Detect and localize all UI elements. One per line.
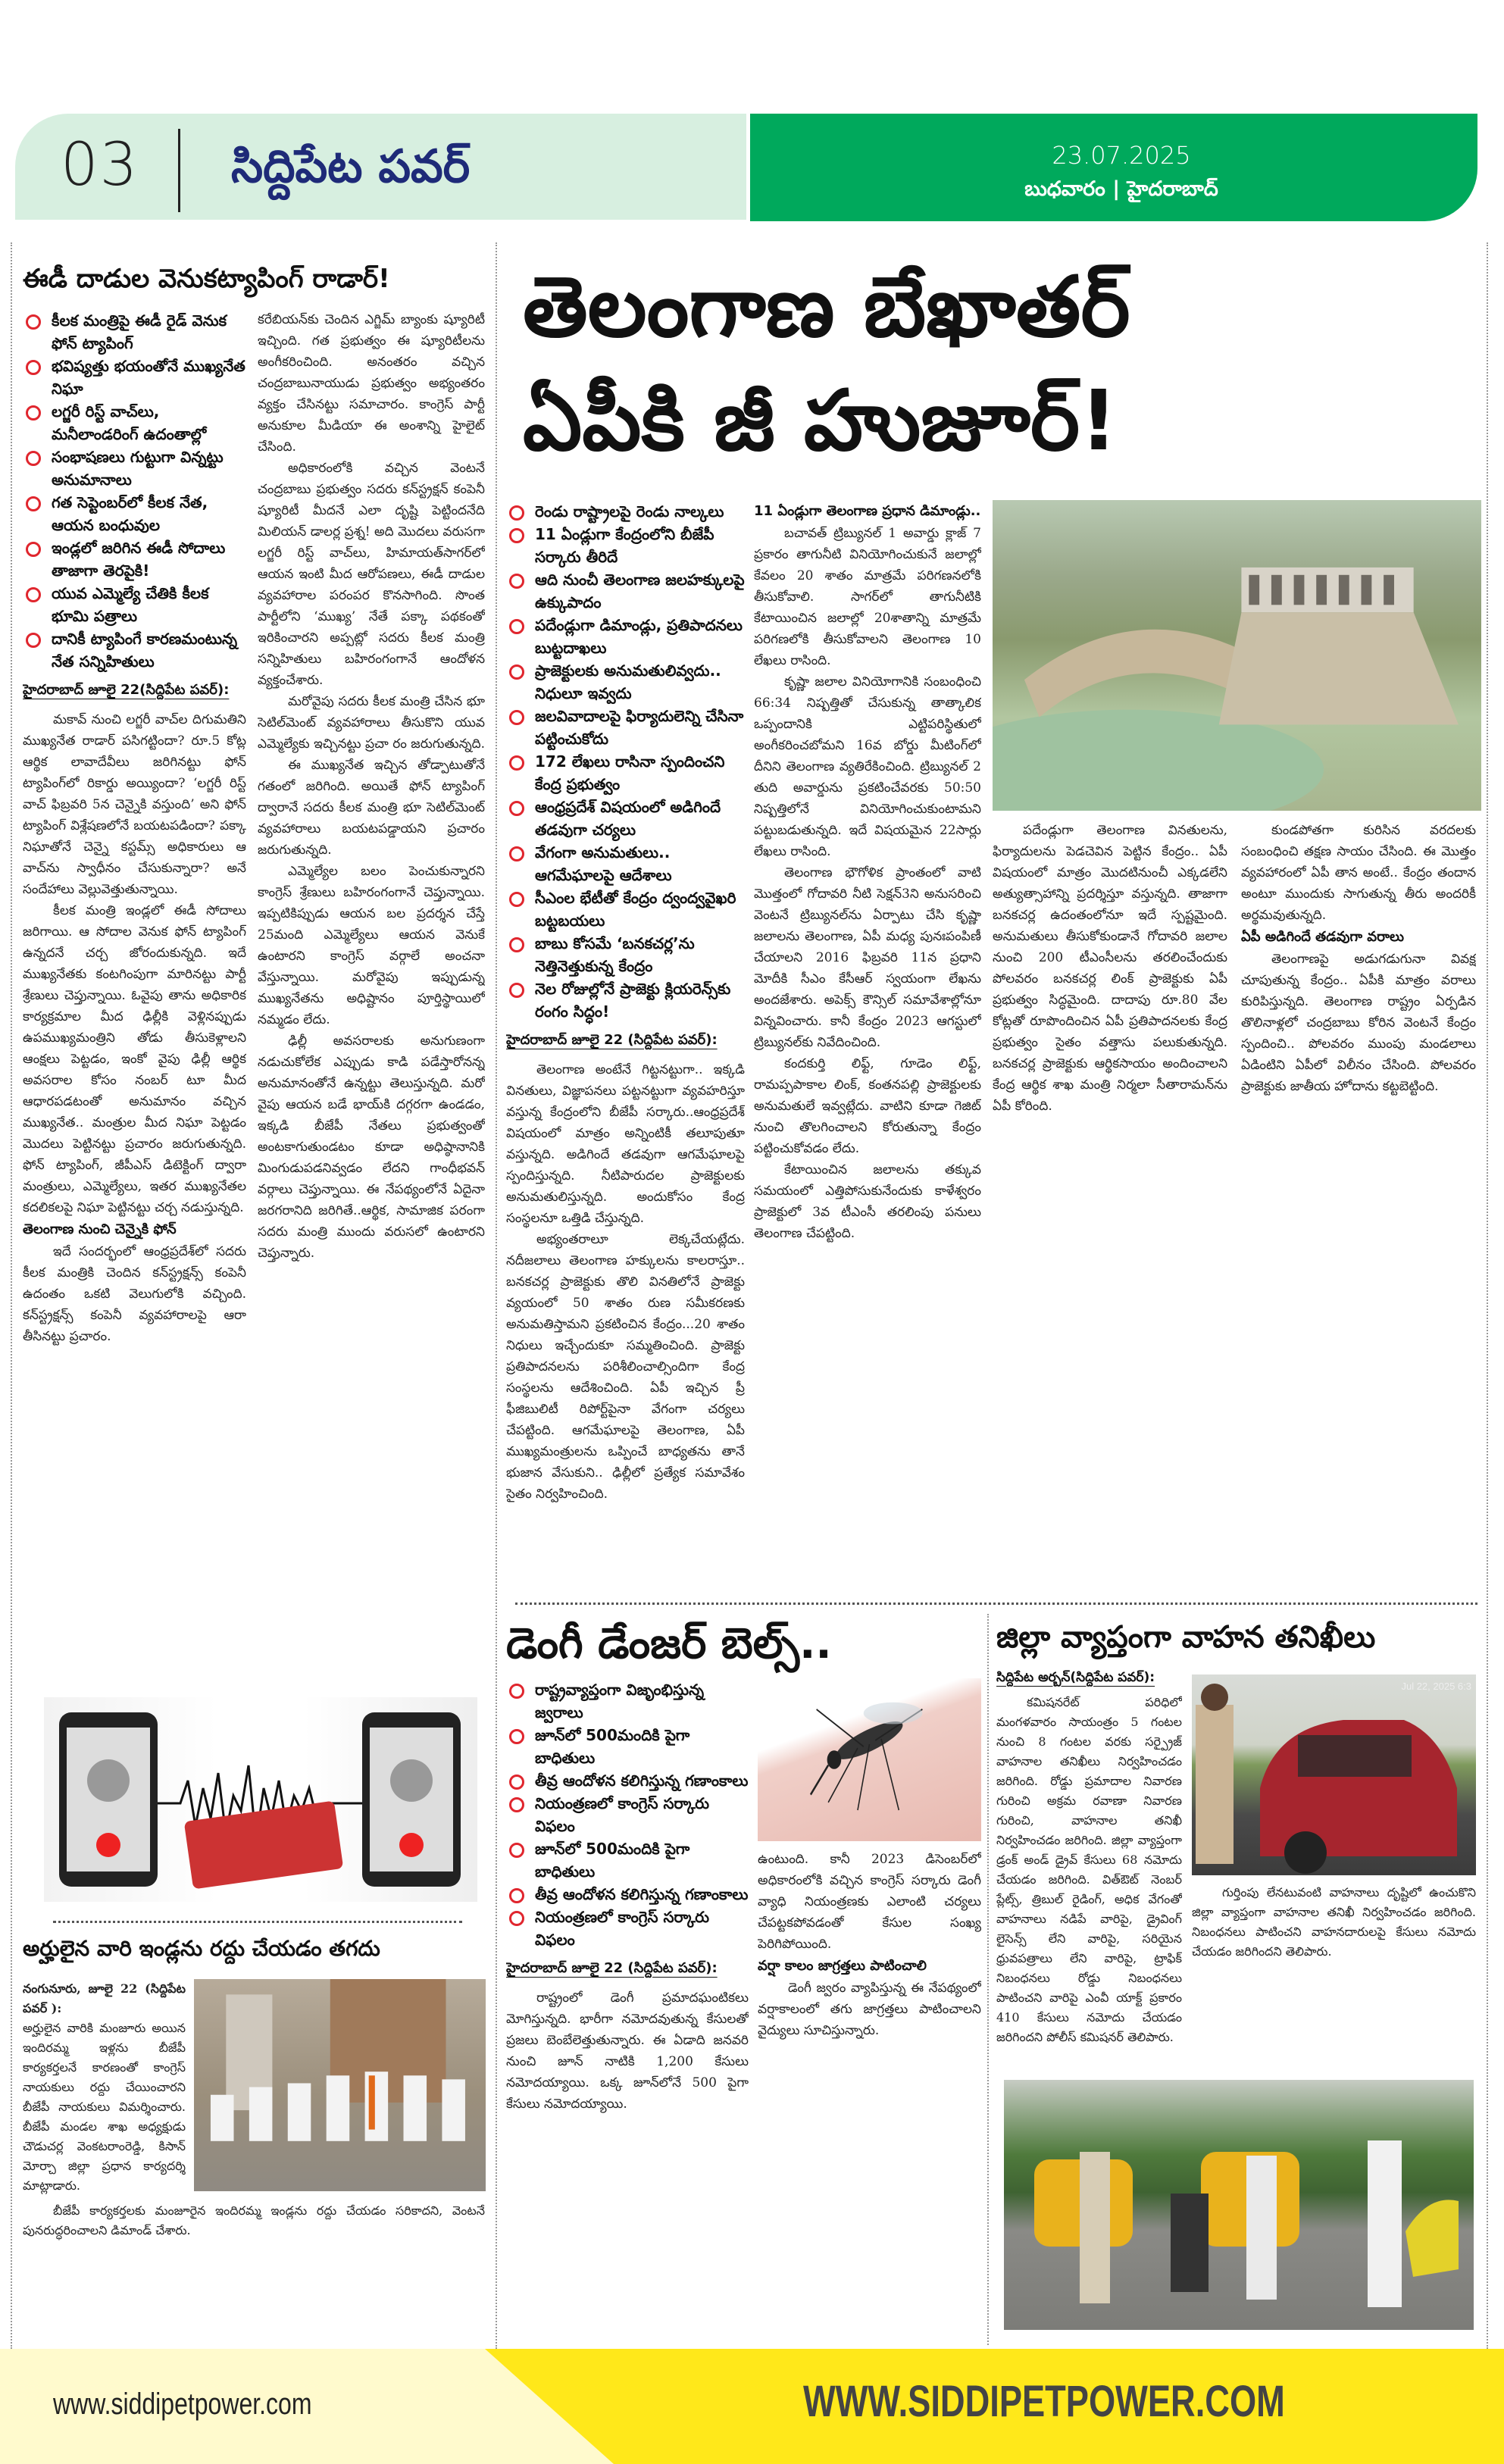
dengue-story-right-column — [758, 1849, 981, 2345]
dam-project-photo — [993, 500, 1481, 811]
paragraph: కృష్ణా జలాల వినియోగానికి సంబంధించి 66:34 నిష్పత్తితో చేసుకున్న తాత్కాలిక ఒప్పందానికి ఎట్టిపరిస్థితులో అంగీకరించబోమని 16వ బోర్డు మీటింగ్‌లో దీనిని తెలంగాణ వ్యతిరేకించింది. ట్రిబ్యునల్ 2 తుది అవార్డును ప్రకటించేవరకు 50:50 నిష్పత్తిలోనే వినియోగించుకుంటామని పట్టుబడుతున్నది. ఇదే విషయమైన 22సార్లు లేఖలు రాసింది. — [754, 674, 981, 859]
bullet-circle-icon — [509, 1888, 524, 1903]
paragraph: డెంగీ జ్వరం వ్యాపిస్తున్న ఈ నేపథ్యంలో వర్షాకాలంలో తగు జాగ్రత్తలు పాటించాలని వైద్యులు సూచిస్తున్నారు. — [758, 1981, 981, 2038]
water-story-bullets — [506, 500, 745, 1023]
water-story-right-column — [1241, 820, 1476, 1591]
column-divider — [496, 242, 497, 2349]
bullet-item: 172 లేఖలు రాసినా స్పందించని కేంద్ర ప్రభుత్వం — [506, 750, 745, 796]
bullet-item: ఆది నుంచీ తెలంగాణ జలహక్కులపై ఉక్కుపాదం — [506, 568, 745, 614]
water-story-column-3 — [993, 820, 1227, 1591]
bullet-item: దానికీ ట్యాపింగే కారణమంటున్న నేత సన్నిహితులు — [23, 627, 246, 673]
water-story-left-column — [506, 500, 745, 1591]
bullet-item: జూన్‌లో 500మందికి పైగా బాధితులు — [506, 1724, 749, 1769]
bullet-item: రాష్ట్రవ్యాప్తంగా విజృంభిస్తున్న జ్వరాలు — [506, 1678, 749, 1724]
paragraph: బీజేపీ కార్యకర్తలకు మంజూరైన ఇందిరమ్మ ఇండ్లను రద్దు చేయడం సరికాదని, వెంటనే పునరుద్ధరించాలని డిమాండ్ చేశారు. — [23, 2203, 485, 2237]
dengue-story-bullets — [506, 1678, 749, 1951]
bullet-item: తీవ్ర ఆందోళన కలిగిస్తున్న గణాంకాలు — [506, 1883, 749, 1906]
paragraph: ఎమ్మెల్యేల బలం పెంచుకున్నారని కాంగ్రెస్ శ్రేణులు బహిరంగంగానే చెప్తున్నాయి. ఇప్పటికిప్పుడు ఆయన బల ప్రదర్శన చేస్తే 25మంది ఎమ్మెల్యేలు ఆయన వెనుకే ఉంటారని కాంగ్రెస్ వర్గాలే అంచనా వేస్తున్నాయి. మరోవైపు ఇప్పుడున్న ముఖ్యనేతను అధిష్టానం పూర్తిస్థాయిలో నమ్మడం లేదు. — [258, 864, 485, 1027]
paragraph: గుర్తింపు లేనటువంటి వాహనాలు దృష్టిలో ఉంచుకొని జిల్లా వ్యాప్తంగా వాహనాల తనిఖీ నిర్వహించడం జరిగింది. నిబంధనలు పాటించని వాహనదారులపై కేసులు నమోదు చేయడం జరిగిందని తెలిపారు. — [1192, 1885, 1476, 1959]
page-margin-line-right — [1487, 242, 1488, 2349]
water-story-subhead-2: ఏపీ అడిగిందే తడవుగా వరాలు — [1241, 929, 1404, 945]
bullet-item: రెండు రాష్ట్రాలపై రెండు నాల్కలు — [506, 500, 745, 523]
vehicle-story-column-2 — [1192, 1883, 1476, 2068]
dengue-story-subhead: వర్షా కాలం జాగ్రత్తలు పాటించాలి — [758, 1958, 927, 1974]
water-story-dateline: హైదరాబాద్ జూలై 22 (సిద్దిపేట పవర్): — [506, 1032, 718, 1048]
page-number: 03 — [61, 131, 139, 199]
water-story-column-4 — [1241, 820, 1476, 926]
bullet-item: ఆంధ్రప్రదేశ్ విషయంలో అడిగిందే తడవుగా చర్యలు — [506, 796, 745, 841]
bullet-circle-icon — [509, 505, 524, 521]
ed-story-bullets — [23, 309, 246, 673]
paragraph: తెలంగాణ అంటేనే గిట్టనట్టుగా.. ఇక్కడి వినతులు, విజ్ఞాపనలు పట్టనట్టుగా వ్యవహరిస్తూ వస్తున్న కేంద్రంలోని బీజేపీ సర్కారు..ఆంధ్రప్రదేశ్ విషయంలో మాత్రం అన్నింటికీ తలూపుతూ వస్తున్నది. అడిగిందే తడవుగా ఆగమేఘాలపై స్పందిస్తున్నది. నీటిపారుదల ప్రాజెక్టులకు అనుమతులిస్తున్నది. అందుకోసం కేంద్ర సంస్థలనూ ఒత్తిడి చేస్తున్నది. — [506, 1062, 745, 1226]
bullet-circle-icon — [509, 1911, 524, 1926]
car-checking-photo — [1192, 1674, 1476, 1875]
paragraph: కీలక మంత్రి ఇండ్లలో ఈడీ సోదాలు జరిగాయి. ఆ సోదాల వెనుక ఫోన్ ట్యాపింగ్ ఉన్నదనే చర్చ జోరందుకున్నది. ఇదే ముఖ్యనేతకు కంటగింపుగా మారినట్టు పార్టీ శ్రేణులు చెప్తున్నాయి. ఓవైపు తాను అధికారిక కార్యక్రమాల మీద ఢిల్లీకి వెళ్లినప్పుడు ఉపముఖ్యమంత్రిని తోడు తీసుకెళ్లాలని ఆంక్షలు పెట్టడం, ఇంకో వైపు ఢిల్లీ ఆర్థిక అవసరాల కోసం నంబర్ టూ మీద ఆధారపడటంతో అనుమానం వచ్చిన ముఖ్యనేత.. మంత్రుల మీద నిఘా పెట్టడం మొదలు పెట్టినట్టు ప్రచారం జరుగుతున్నది. ఫోన్ ట్యాపింగ్, జీపీఎస్ డిటెక్టింగ్ ద్వారా మంత్రులు, ఎమ్మెల్యేలు, ఇతర ముఖ్యనేతల కదలికలపై నిఘా పెట్టినట్టు చర్చ నడుస్తున్నది. — [23, 903, 246, 1215]
paragraph: ఢిల్లీ అవసరాలకు అనుగుణంగా నడుచుకోలేక ఎప్పుడు కాడి పడేస్తారోనన్న అనుమానంతోనే ఉన్నట్టు తెలుస్తున్నది. మరో వైపు ఆయన బడే భాయ్‌కి దగ్గరగా ఉండడం, ఇక్కడి బీజేపీ నేతలు ప్రభుత్వంతో అంటకాగుతుండటం కూడా అధిష్ఠానానికి మింగుడుపడనివ్వడం లేదని గాంధీభవన్ వర్గాలు చెప్తున్నాయి. ఈ నేపథ్యంలోనే ఏదైనా జరగరానిది జరిగితే..ఆర్థిక, సామాజిక పరంగా సదరు మంత్రి ముందు వరుసలో ఉంటారని చెప్తున్నారు. — [258, 1033, 485, 1261]
police-officer — [1246, 2156, 1277, 2300]
paragraph: కమిషనరేట్ పరిధిలో మంగళవారం సాయంత్రం 5 గంటల నుంచి 8 గంటల వరకు సర్ప్రైజ్ వాహనాల తనిఖీలు నిర్వహించడం జరిగింది. రోడ్డు ప్రమాదాల నివారణ గురించి అక్రమ రవాణా నివారణ గురించి, వాహనాల తనిఖీ నిర్వహించడం జరిగింది. జిల్లా వ్యాప్తంగా డ్రంక్ అండ్ డ్రైవ్ కేసులు 68 నమోదు చేయడం జరిగింది. విత్‌ఔట్ నెంబర్ ప్లేట్స్, త్రిబుల్ రైడింగ్, అధిక వేగంతో వాహనాలు నడిపే వారిపై, డ్రైవింగ్ లైసెన్స్ లేని వారిపై, సరియైన ధ్రువపత్రాలు లేని వారిపై, ట్రాఫిక్ నిబంధనలు రోడ్డు నిబంధనలు పాటించని వారిపై ఎంవీ యాక్ట్ ప్రకారం 410 కేసులు నమోదు చేయడం జరిగిందని పోలీస్ కమిషనర్ తెలిపారు. — [996, 1695, 1182, 2044]
bullet-circle-icon — [26, 633, 41, 648]
issue-date: 23.07.2025 — [1052, 141, 1191, 170]
ed-story-headline: ఈడీ దాడుల వెనుకట్యాపింగ్ రాడార్! — [23, 264, 390, 294]
bullet-circle-icon — [509, 574, 524, 589]
bullet-item: యువ ఎమ్మెల్యే చేతికి కీలక భూమి పత్రాలు — [23, 582, 246, 627]
ed-story-left-column — [23, 309, 246, 1682]
paragraph: పదేండ్లుగా తెలంగాణ వినతులను, ఫిర్యాదులను పెడచెవిన పెట్టిన కేంద్రం.. ఏపీ విషయంలో మాత్రం మొదటినుంచీ ఎక్కడలేని అత్యుత్సాహాన్ని ప్రదర్శిస్తూ వస్తున్నది. తాజాగా బనకచర్ల ఉదంతంలోనూ ఇదే స్పష్టమైంది. అనుమతులు తీసుకోకుండానే గోదావరి జలాల నుంచి 200 టీఎంసీలను తరలించేందుకు పోలవరం బనకచర్ల లింక్ ప్రాజెక్టుకు ఏపీ ప్రభుత్వం సిద్ధమైంది. దాదాపు రూ.80 వేల కోట్లతో రూపొందించిన ఏపీ ప్రతిపాదనలకు కేంద్ర ప్రభుత్వం సైతం వత్తాసు పలుకుతున్నది. బనకచర్ల ప్రాజెక్టుకు ఆర్థికసాయం అందించాలని కేంద్ర ఆర్థిక శాఖ మంత్రి నిర్మలా సీతారామన్‌ను ఏపీ కోరింది. — [993, 823, 1227, 1114]
bullet-circle-icon — [509, 846, 524, 861]
bullet-circle-icon — [509, 892, 524, 907]
phone-tapping-illustration — [44, 1697, 477, 1902]
vehicle-story-dateline: సిద్దిపేట అర్బన్(సిద్దిపేట పవర్): — [996, 1670, 1155, 1685]
paragraph: ఈ ముఖ్యనేత ఇచ్చిన తోడ్పాటుతోనే గతంలో జరిగింది. అయితే ఫోన్ ట్యాపింగ్ ద్వారానే సదరు కీలక మంత్రి భూ సెటిల్‌మెంట్ వ్యవహారాలు బయటపడ్డాయని ప్రచారం జరుగుతున్నది. — [258, 758, 485, 858]
section-divider — [515, 1603, 1477, 1605]
bullet-item: భవిష్యత్తు భయంతోనే ముఖ్యనేత నిఘా — [23, 355, 246, 400]
bullet-circle-icon — [509, 937, 524, 952]
traffic-police-photo — [1004, 2080, 1474, 2330]
bullet-circle-icon — [509, 619, 524, 634]
wiretap-device-icon — [184, 1801, 344, 1890]
vehicle-story-left-column — [996, 1667, 1182, 2068]
dengue-story-left-column — [506, 1678, 749, 2345]
paragraph: ఉంటుంది. కానీ 2023 డిసెంబర్‌లో అధికారంలోకి వచ్చిన కాంగ్రెస్ సర్కారు డెంగీ వ్యాధి నియంత్రణకు ఎలాంటి చర్యలు చేపట్టకపోవడంతో కేసుల సంఖ్య పెరిగిపోయింది. — [758, 1852, 981, 1952]
bullet-circle-icon — [26, 451, 41, 466]
bullet-item: లగ్జరీ రిస్ట్ వాచ్‌లు, మనీలాండరింగ్ ఉదంతాల్లో — [23, 400, 246, 446]
bullet-circle-icon — [509, 801, 524, 816]
bullet-item: పదేండ్లుగా డిమాండ్లు, ప్రతిపాదనలు బుట్టదాఖలు — [506, 614, 745, 659]
newspaper-masthead: సిద్దిపేట పవర్ — [231, 140, 471, 193]
dengue-story-column-1 — [506, 1987, 749, 2115]
bullet-item: నెల రోజుల్లోనే ప్రాజెక్టు క్లియరెన్స్‌కు రంగం సిద్ధం! — [506, 977, 745, 1023]
bullet-item: బాబు కోసమే ‘బనకచర్ల’ను నెత్తినెత్తుకున్న కేంద్రం — [506, 932, 745, 977]
bullet-item: ఇండ్లలో జరిగిన ఈడీ సోదాలు తాజాగా తెరపైకి! — [23, 536, 246, 582]
bullet-circle-icon — [26, 360, 41, 375]
bullet-circle-icon — [509, 528, 524, 543]
footer-website-banner[interactable]: WWW.SIDDIPETPOWER.COM — [803, 2377, 1285, 2426]
bullet-item: సీఎంల భేటీతో కేంద్రం ద్వంద్వవైఖరి బట్టబయలు — [506, 886, 745, 932]
paragraph: తెలంగాణ భౌగోళిక ప్రాంతంలో వాటి మొత్తంలో గోదావరి నీటి సెక్షన్3ని అనుసరించి వెంటనే ట్రిబ్యునల్‌ను ఏర్పాటు చేసి కృష్ణా జలాలను తెలంగాణ, ఏపీ మధ్య పునఃపంపిణీ చేయాలని 2016 ఫిబ్రవరి 11న ప్రధాని మోదీకి సీఎం కేసీఆర్ స్వయంగా లేఖను అందజేశారు. అపెక్స్ కౌన్సిల్ సమావేశాల్లోనూ విన్నవించారు. కానీ కేంద్రం 2023 ఆగస్టులో ట్రిబ్యునల్‌కు నివేదించింది. — [754, 865, 981, 1050]
bullet-circle-icon — [509, 1729, 524, 1744]
bullet-item: కీలక మంత్రిపై ఈడీ రైడ్ వెనుక ఫోన్ ట్యాపింగ్ — [23, 309, 246, 355]
bullet-item: తీవ్ర ఆందోళన కలిగిస్తున్న గణాంకాలు — [506, 1769, 749, 1792]
dengue-story-column-2 — [758, 1849, 981, 1955]
paragraph: అర్హులైన వారికి మంజూరు అయిన ఇందిరమ్మ ఇళ్లను బీజేపీ కార్యకర్తలనే కారణంతో కాంగ్రెస్ నాయకులు రద్దు చేయించారని బీజేపీ నాయకులు విమర్శించారు. బీజేపీ మండల శాఖ అధ్యక్షుడు చౌడుచర్ల వెంకటరాంరెడ్డి, కిసాన్ మోర్చా జిల్లా ప్రధాన కార్యదర్శి మాట్లాడారు. — [23, 2021, 186, 2193]
bullet-circle-icon — [26, 587, 41, 602]
person-silhouette-icon — [87, 1759, 130, 1802]
photo-timestamp: Jul 22, 2025 6:3 — [1401, 1681, 1471, 1692]
water-story-middle-column — [754, 500, 981, 1591]
mosquito-icon — [758, 1678, 981, 1841]
column-divider — [987, 1614, 989, 2345]
ed-story-subhead: తెలంగాణ నుంచి చెన్నైకి ఫోన్ — [23, 1221, 177, 1237]
ed-story-dateline: హైదరాబాద్ జూలై 22(సిద్దిపేట పవర్): — [23, 682, 230, 698]
bullet-item: గత సెప్టెంబర్‌లో కీలక నేత, ఆయన బంధువుల — [23, 491, 246, 536]
water-story-headline-line-2: ఏపీకి జీ హుజూర్! — [523, 372, 1118, 469]
paragraph: రాష్ట్రంలో డెంగీ ప్రమాదఘంటికలు మోగిస్తున్నది. భారీగా నమోదవుతున్న కేసులతో ప్రజలు బెంబేలెత్తుతున్నారు. ఈ ఏడాది జనవరి నుంచి జూన్ నాటికి 1,200 కేసులు నమోదయ్యాయి. ఒక్క జూన్‌లోనే 500 పైగా కేసులు నమోదయ్యాయి. — [506, 1990, 749, 2112]
bullet-item: ప్రాజెక్టులకు అనుమతులివ్వదు.. నిధులూ ఇవ్వదు — [506, 659, 745, 705]
ed-story-column-1b — [23, 1241, 246, 1347]
paragraph: ఇదే సందర్భంలో ఆంధ్రప్రదేశ్‌లో సదరు కీలక మంత్రికి చెందిన కన్‌స్ట్రక్షన్స్ కంపెనీ ఉదంతం ఒకటి వెలుగులోకి వచ్చింది. కన్‌స్ట్రక్షన్స్ కంపెనీ వ్యవహారాలపై ఆరా తీసినట్టు ప్రచారం. — [23, 1244, 246, 1344]
bullet-circle-icon — [509, 1843, 524, 1858]
police-officer — [1368, 2140, 1402, 2307]
bullet-item: సంభాషణలు గుట్టుగా విన్నట్టు అనుమానాలు — [23, 446, 246, 491]
bullet-circle-icon — [26, 542, 41, 557]
bullet-circle-icon — [509, 664, 524, 680]
paragraph: మరోవైపు సదరు కీలక మంత్రి చేసిన భూ సెటిల్‌మెంట్ వ్యవహారాలు తీసుకొని యువ ఎమ్మెల్యేకు ఇచ్చినట్టు ప్రచా రం జరుగుతున్నది. — [258, 694, 485, 752]
bullet-circle-icon — [509, 710, 524, 725]
housing-story-headline: అర్హులైన వారి ఇండ్లను రద్దు చేయడం తగదు — [23, 1936, 380, 1961]
paragraph: మకావ్ నుంచి లగ్జరీ వాచ్‌ల దిగుమతిని ముఖ్యనేత రాడార్ పసిగట్టిందా? రూ.5 కోట్ల ఆర్థిక లావాదేవీలు జరిగినట్టు ఫోన్ ట్యాపింగ్‌లో రికార్డు అయ్యిందా? ‘లగ్జరీ రిస్ట్ వాచ్ ఫిబ్రవరి 5న చెన్నైకి వస్తుంది’ అని ఫోన్ ట్యాపింగ్ విశ్లేషణలోనే బయటపడిందా? పక్కా నిఘాతోనే చెన్నై కస్టమ్స్ అధికారులు ఆ వాచ్‌ను స్వాధీనం చేసుకున్నారా? అనే సందేహాలు వెల్లువెత్తుతున్నాయి. — [23, 712, 246, 897]
paragraph: అభ్యంతరాలూ లెక్కచేయట్లేదు. నదీజలాలు తెలంగాణ హక్కులను కాలరాస్తూ.. బనకచర్ల ప్రాజెక్టుకు తొలి వినతిలోనే ప్రాజెక్టు వ్యయంలో 50 శాతం రుణ సమీకరణకు అనుమతిస్తామని ప్రకటించిన కేంద్రం...20 శాతం నిధులు ఇచ్చేందుకూ సమ్మతించింది. ప్రాజెక్టు ప్రతిపాదనలను పరిశీలించాల్సిందిగా కేంద్ర సంస్థలను ఆదేశించింది. ఏపీ ఇచ్చిన ప్రీ ఫీజిబులిటీ రిపోర్ట్‌పైనా వేగంగా చర్యలు చేపట్టింది. ఆగమేఘాలపై తెలంగాణ, ఏపీ ముఖ్యమంత్రులను ఒప్పించే బాధ్యతను తానే భుజాన వేసుకుని.. ఢిల్లీలో ప్రత్యేక సమావేశం సైతం నిర్వహించింది. — [506, 1232, 745, 1502]
water-story-subhead: 11 ఏండ్లుగా తెలంగాణ ప్రధాన డిమాండ్లు.. — [754, 503, 981, 519]
paragraph: కందకుర్తి లిఫ్ట్, గూడెం లిఫ్ట్, రామప్పపాకాల లింక్, కంతనపల్లి ప్రాజెక్టులకు అనుమతులే ఇవ్వట్లేదు. వాటిని కూడా గెజిట్ నుంచి తొలగించాలని కోరుతున్నా కేంద్రం పట్టించుకోవడం లేదు. — [754, 1056, 981, 1156]
call-end-icon — [96, 1833, 120, 1857]
dengue-story-dateline: హైదరాబాద్ జూలై 22 (సిద్దిపేట పవర్): — [506, 1960, 718, 1976]
ed-story-column-2 — [258, 309, 485, 1682]
bjp-meeting-photo — [194, 1979, 486, 2191]
footer-website-link[interactable]: www.siddipetpower.com — [53, 2387, 312, 2421]
vehicle-story-column-1 — [996, 1693, 1182, 2047]
housing-dateline: నంగునూరు, జూలై 22 (సిద్దిపేట పవర్ ): — [23, 1981, 186, 2015]
bullet-circle-icon — [509, 1797, 524, 1812]
paragraph: బచావత్ ట్రిబ్యునల్ 1 అవార్డు క్లాజ్ 7 ప్రకారం తాగునీటి వినియోగించుకునే జలాల్లో కేవలం 20 శాతం మాత్రమే పరిగణనలోకి తీసుకోవాలి. సాగర్‌లో తాగునీటికి కేటాయించిన జలాల్లో 20శాతాన్ని మాత్రమే పరిగణలోకి తీసుకోవాలని తెలంగాణ 10 లేఖలు రాసింది. — [754, 526, 981, 668]
dam-wall — [1024, 630, 1242, 718]
phone-tapping-graphic — [44, 1697, 477, 1902]
housing-story-column-1 — [23, 1979, 186, 2195]
water-story-column-2 — [754, 523, 981, 1244]
bullet-item: జలవివాదాలపై ఫిర్యాదులెన్ని చేసినా పట్టించుకోదు — [506, 705, 745, 750]
paragraph: కేటాయించిన జలాలను తక్కువ సమయంలో ఎత్తిపోసుకునేందుకు కాళేశ్వరం ప్రాజెక్టులో 3వ టీఎంసీ తరలింపు పనులు తెలంగాణ చేపట్టింది. — [754, 1162, 981, 1241]
header-divider — [178, 129, 180, 212]
dengue-story-headline: డెంగీ డేంజర్ బెల్స్.. — [506, 1619, 832, 1668]
paragraph: కుండపోతగా కురిసిన వరదలకు సంబంధించి తక్షణ సాయం చేసింది. ఈ మొత్తం వ్యవహారంలో ఏపీ తాన అంటే.. కేంద్రం తందాన అంటూ ముందుకు సాగుతున్న తీరు అందరికీ అర్థమవుతున్నది. — [1241, 823, 1476, 923]
bullet-item: 11 ఏండ్లుగా కేంద్రంలోని బీజేపీ సర్కారు తీరిదే — [506, 523, 745, 568]
section-divider — [53, 1921, 462, 1923]
scooter — [1406, 2200, 1459, 2277]
water-story-headline-line-1: తెలంగాణ బేఖాతర్ — [523, 258, 1130, 355]
bullet-circle-icon — [26, 496, 41, 511]
police-officer — [1196, 1705, 1234, 1864]
bullet-item: జూన్‌లో 500మందికి పైగా బాధితులు — [506, 1837, 749, 1883]
paragraph: కరేబియన్‌కు చెందిన ఎగ్జిమ్ బ్యాంకు ష్యూరిటీ ఇచ్చింది. గత ప్రభుత్వం ఈ ష్యూరిటీలను అంగీకరించింది. అనంతరం వచ్చిన చంద్రబాబునాయుడు ప్రభుత్వం అభ్యంతరం వ్యక్తం చేసినట్టు సమాచారం. కాంగ్రెస్ పార్టీ అనుకూల మీడియా ఈ అంశాన్ని హైలైట్ చేసింది. — [258, 312, 485, 455]
paragraph: తెలంగాణపై అడుగడుగునా వివక్ష చూపుతున్న కేంద్రం.. ఏపీకి మాత్రం వరాలు కురిపిస్తున్నది. తెలంగాణ రాష్ట్రం ఏర్పడిన తొలినాళ్లలో చంద్రబాబు కోరిన వెంటనే కేంద్రం స్పందించి.. పోలవరం ముంపు మండలాలు ఏడింటిని ఏపీలో విలీనం చేసింది. పోలవరం ప్రాజెక్టుకు జాతీయ హోదాను కట్టబెట్టింది. — [1241, 952, 1476, 1094]
bullet-circle-icon — [509, 983, 524, 998]
call-end-icon — [399, 1833, 424, 1857]
bullet-item: నియంత్రణలో కాంగ్రెస్ సర్కారు విఫలం — [506, 1906, 749, 1951]
motorcycle — [1171, 2194, 1209, 2292]
bullet-circle-icon — [509, 1775, 524, 1790]
paragraph: అధికారంలోకి వచ్చిన వెంటనే చంద్రబాబు ప్రభుత్వం సదరు కన్‌స్ట్రక్షన్ కంపెనీ ష్యూరిటీ మీదనే ఎలా దృష్టి పెట్టిందనేది మిలియన్ డాలర్ల ప్రశ్న! అది మొదలు వరుసగా లగ్జరీ రిస్ట్ వాచ్‌లు, హిమాయత్‌సాగర్‌లో ఆయన ఇంటి మీద ఆరోపణలు, ఈడీ దాడుల వ్యవహారాల పరంపర కొనసాగింది. సొంత పార్టీలోని ‘ముఖ్య’ నేతే పక్కా పథకంతో ఇరికించారని అప్పట్లో సదరు కీలక మంత్రి సన్నిహితులు బహిరంగంగానే ఆందోళన వ్యక్తంచేశారు. — [258, 461, 485, 688]
dengue-story-column-2b — [758, 1978, 981, 2041]
issue-day-city: బుధవారం | హైదరాబాద్ — [1024, 177, 1218, 201]
page-margin-line-left — [11, 242, 12, 2349]
person-silhouette-icon — [390, 1759, 433, 1802]
bullet-item: నియంత్రణలో కాంగ్రెస్ సర్కారు విఫలం — [506, 1792, 749, 1837]
water-story-column-4b — [1241, 949, 1476, 1097]
bullet-circle-icon — [26, 314, 41, 330]
reservoir-water — [993, 710, 1324, 811]
ed-story-column-1 — [23, 709, 246, 1218]
water-story-column-1 — [506, 1059, 745, 1505]
bullet-circle-icon — [509, 755, 524, 771]
bullet-circle-icon — [509, 1684, 524, 1699]
police-officer — [1080, 2152, 1110, 2303]
housing-story-continued — [23, 2201, 485, 2341]
bullet-circle-icon — [26, 405, 41, 421]
vehicle-story-headline: జిల్లా వ్యాప్తంగా వాహన తనిఖీలు — [996, 1620, 1376, 1655]
bullet-item: వేగంగా అనుమతులు.. ఆగమేఘాలపై ఆదేశాలు — [506, 841, 745, 886]
mosquito-photo — [758, 1678, 981, 1841]
